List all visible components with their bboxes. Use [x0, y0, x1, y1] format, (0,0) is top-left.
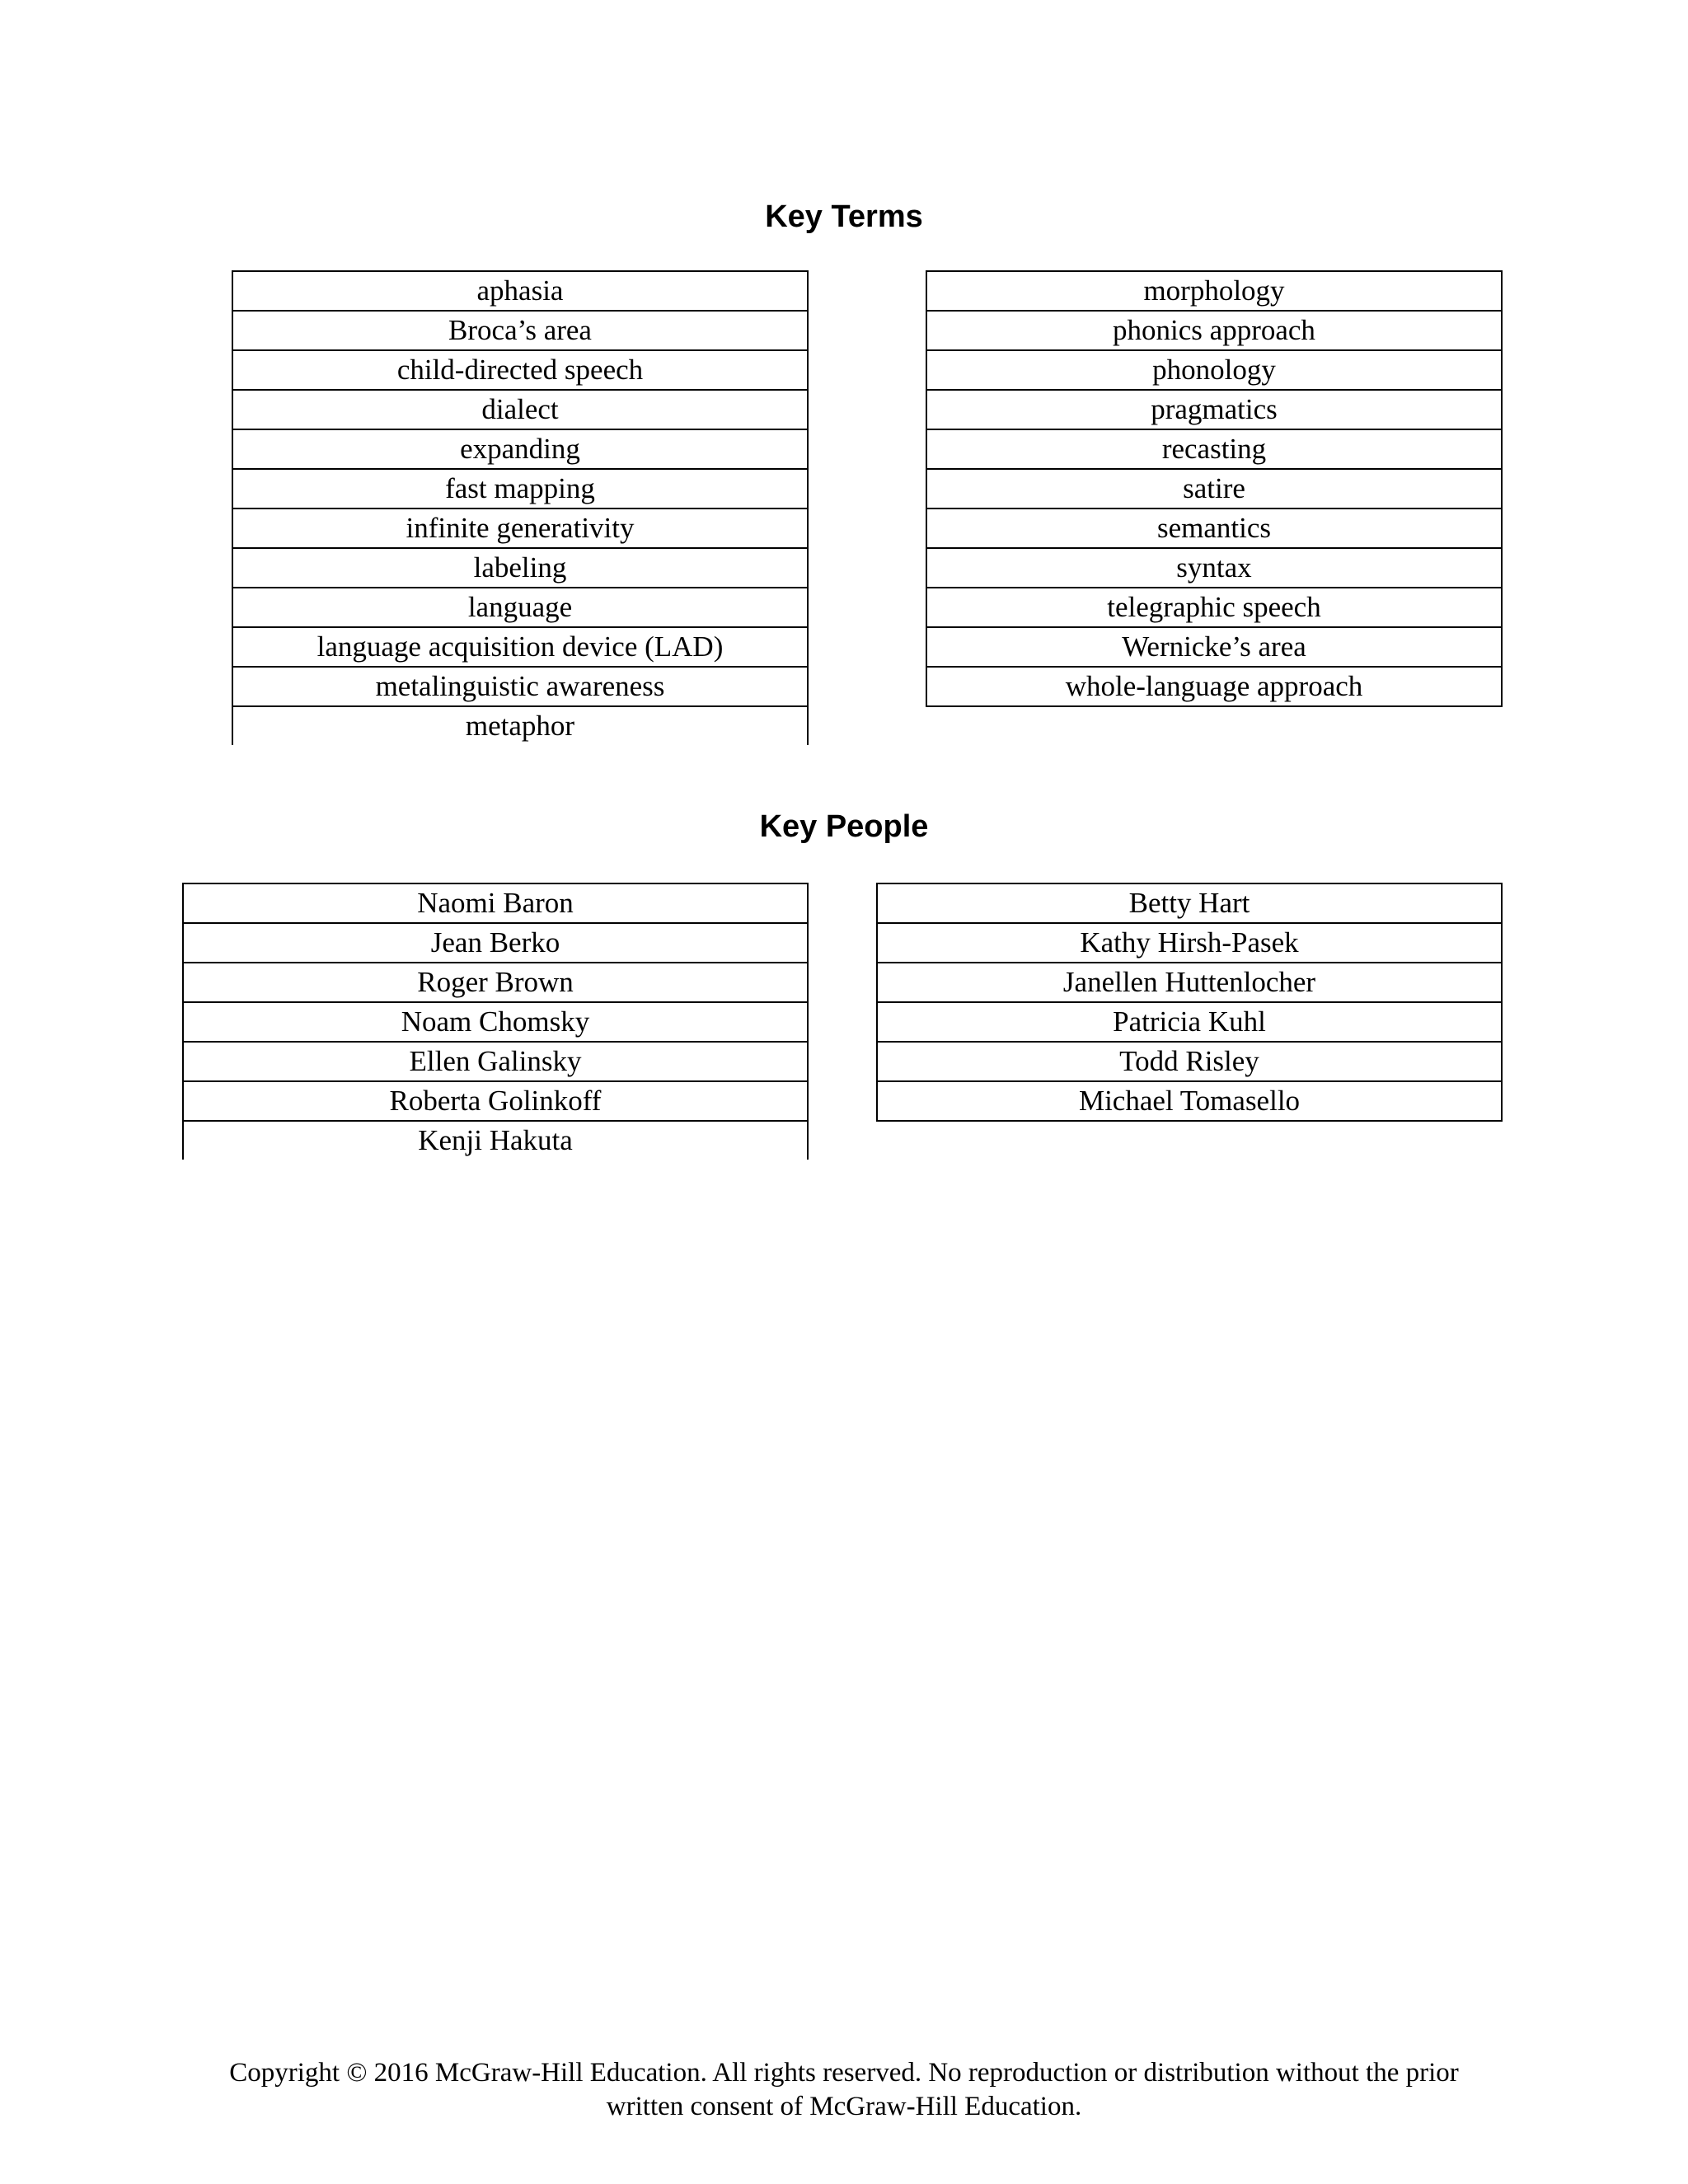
term-cell: satire: [926, 469, 1502, 509]
copyright-line-2: written consent of McGraw-Hill Education.: [606, 2092, 1082, 2121]
table-row: [232, 588, 808, 627]
person-cell: Noam Chomsky: [183, 1002, 808, 1042]
table-row: [877, 1002, 1502, 1042]
table-row: [232, 429, 808, 469]
table-row: [877, 923, 1502, 963]
copyright-footer: [0, 2056, 1688, 2124]
table-row: [183, 923, 808, 963]
table-row: [877, 963, 1502, 1002]
person-cell: Patricia Kuhl: [877, 1002, 1502, 1042]
term-cell: language acquisition device (LAD): [232, 627, 808, 667]
term-cell: Broca’s area: [232, 311, 808, 350]
person-cell: Ellen Galinsky: [183, 1042, 808, 1081]
term-cell: child-directed speech: [232, 350, 808, 390]
table-row: [926, 271, 1502, 311]
table-row: [232, 667, 808, 706]
table-row: [877, 1042, 1502, 1081]
key-terms-left-table: [232, 270, 809, 745]
table-row: [926, 667, 1502, 706]
key-people-heading: Key People: [759, 809, 929, 844]
table-row: [183, 1042, 808, 1081]
table-row: [926, 390, 1502, 429]
person-cell: Jean Berko: [183, 923, 808, 963]
table-row: [926, 311, 1502, 350]
table-row: [232, 271, 808, 311]
term-cell: infinite generativity: [232, 509, 808, 548]
term-cell: metaphor: [232, 706, 808, 745]
table-row: [926, 350, 1502, 390]
person-cell: Naomi Baron: [183, 883, 808, 923]
term-cell: semantics: [926, 509, 1502, 548]
term-cell: syntax: [926, 548, 1502, 588]
table-row: [232, 390, 808, 429]
table-row: [926, 627, 1502, 667]
table-row: [877, 883, 1502, 923]
person-cell: Michael Tomasello: [877, 1081, 1502, 1121]
person-cell: Roger Brown: [183, 963, 808, 1002]
table-row: [183, 1121, 808, 1160]
copyright-line-1: Copyright © 2016 McGraw-Hill Education. All rights reserved. No reproduction or distribution without the prior: [229, 2058, 1459, 2088]
term-cell: labeling: [232, 548, 808, 588]
table-row: [183, 883, 808, 923]
person-cell: Janellen Huttenlocher: [877, 963, 1502, 1002]
table-row: [183, 963, 808, 1002]
term-cell: telegraphic speech: [926, 588, 1502, 627]
key-people-right-table: [876, 883, 1503, 1122]
key-people-left-table: [182, 883, 809, 1160]
term-cell: fast mapping: [232, 469, 808, 509]
table-row: [232, 509, 808, 548]
person-cell: Todd Risley: [877, 1042, 1502, 1081]
person-cell: Betty Hart: [877, 883, 1502, 923]
term-cell: Wernicke’s area: [926, 627, 1502, 667]
term-cell: recasting: [926, 429, 1502, 469]
table-row: [877, 1081, 1502, 1121]
table-row: [232, 469, 808, 509]
term-cell: whole-language approach: [926, 667, 1502, 706]
term-cell: morphology: [926, 271, 1502, 311]
person-cell: Roberta Golinkoff: [183, 1081, 808, 1121]
person-cell: Kenji Hakuta: [183, 1121, 808, 1160]
table-row: [232, 548, 808, 588]
table-row: [926, 429, 1502, 469]
term-cell: metalinguistic awareness: [232, 667, 808, 706]
table-row: [926, 509, 1502, 548]
table-row: [926, 469, 1502, 509]
term-cell: language: [232, 588, 808, 627]
person-cell: Kathy Hirsh-Pasek: [877, 923, 1502, 963]
term-cell: phonology: [926, 350, 1502, 390]
term-cell: expanding: [232, 429, 808, 469]
term-cell: aphasia: [232, 271, 808, 311]
table-row: [232, 627, 808, 667]
table-row: [183, 1081, 808, 1121]
table-row: [926, 548, 1502, 588]
table-row: [926, 588, 1502, 627]
key-terms-heading: Key Terms: [765, 199, 923, 234]
key-terms-right-table: [926, 270, 1503, 707]
table-row: [232, 311, 808, 350]
term-cell: dialect: [232, 390, 808, 429]
table-row: [183, 1002, 808, 1042]
term-cell: phonics approach: [926, 311, 1502, 350]
table-row: [232, 350, 808, 390]
term-cell: pragmatics: [926, 390, 1502, 429]
table-row: [232, 706, 808, 745]
